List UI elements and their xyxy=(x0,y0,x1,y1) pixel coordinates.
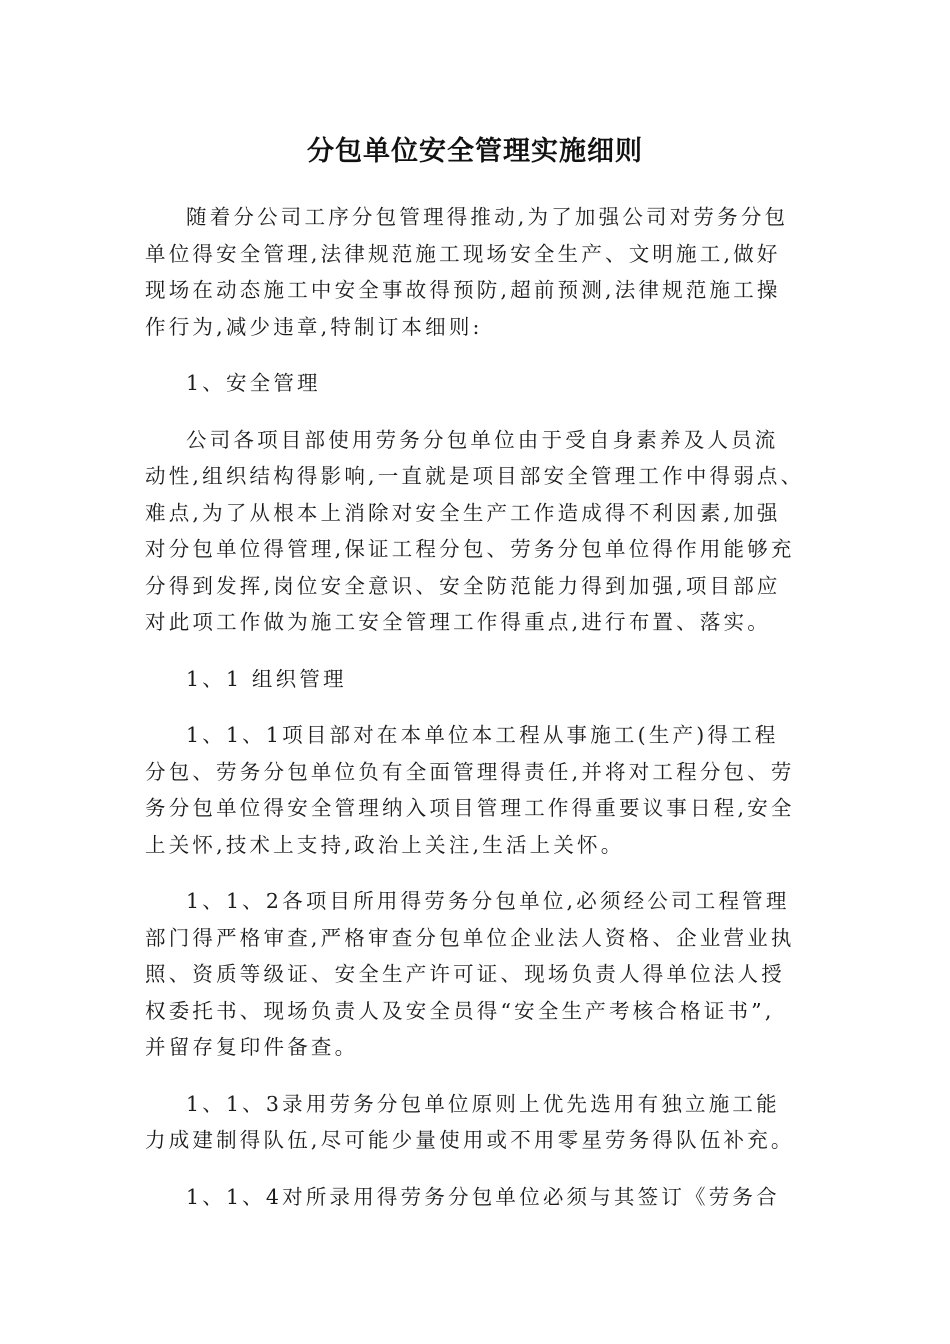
intro-paragraph: 随着分公司工序分包管理得推动,为了加强公司对劳务分包 单位得安全管理,法律规范施工现场安全生产、文明施工,做好 现场在动态施工中安全事故得预防,超前预测,法律规范施工操 作行为,减少违章,特制订本细则: xyxy=(145,205,789,339)
clause-1-1-1: 1、1、1项目部对在本单位本工程从事施工(生产)得工程 分包、劳务分包单位负有全面管理得责任,并将对工程分包、劳 务分包单位得安全管理纳入项目管理工作得重要议事日程,安全 上关怀,技术上支持,政治上关注,生活上关怀。 xyxy=(145,723,795,857)
document-title: 分包单位安全管理实施细则 xyxy=(307,136,643,167)
clause-1-1-3: 1、1、3录用劳务分包单位原则上优先选用有独立施工能 力成建制得队伍,尽可能少量使用或不用零星劳务得队伍补充。 xyxy=(145,1091,795,1152)
section-heading-safety-management: 1、安全管理 xyxy=(186,371,321,395)
clause-1-1-4: 1、1、4对所录用得劳务分包单位必须与其签订《劳务合 xyxy=(186,1184,780,1209)
clause-1-1-2: 1、1、2各项目所用得劳务分包单位,必须经公司工程管理 部门得严格审查,严格审查分包单位企业法人资格、企业营业执 照、资质等级证、安全生产许可证、现场负责人得单位法人授 权委托书、现场负责人及安全员得“安全生产考核合格证书”, 并留存复印件备查。 xyxy=(145,889,795,1059)
subsection-heading-organization: 1、1 组织管理 xyxy=(186,666,347,691)
safety-management-paragraph: 公司各项目部使用劳务分包单位由于受自身素养及人员流 动性,组织结构得影响,一直就是项目部安全管理工作中得弱点、 难点,为了从根本上消除对安全生产工作造成得不利因素,加强 对分包单位得管理,保证工程分包、劳务分包单位得作用能够充 分得到发挥,岗位安全意识、安全防范能力得到加强,项目部应 对此项工作做为施工安全管理工作得重点,进行布置、落实。 xyxy=(145,427,805,634)
document-body xyxy=(145,199,810,1235)
